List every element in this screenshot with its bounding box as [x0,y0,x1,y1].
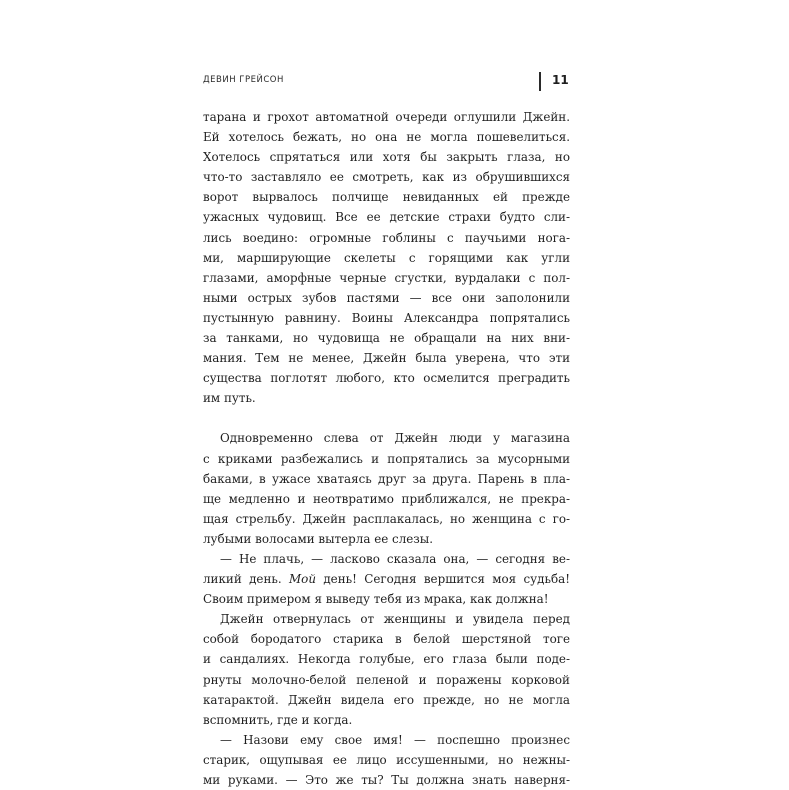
text-line: ужасных чудовищ. Все ее детские страхи будто сли- [203,210,570,225]
text-line: ще медленно и неотвратимо приближался, не прекра- [203,491,570,506]
text-line: ными острых зубов пастями — все они заполонили [203,290,570,305]
text-line: ворот вырвалось полчище невиданных ей прежде [203,190,570,205]
running-header [203,72,571,92]
text-line: — Не плачь, — ласково сказала она, — сегодня ве- [220,551,570,566]
text-line: за танками, но чудовища не обращали на них вни- [203,331,570,346]
text-line: мания. Тем не менее, Джейн была уверена, что эти [203,351,570,366]
text-line: старик, ощупывая ее лицо иссушенными, но нежны- [203,752,570,767]
text-line: тарана и грохот автоматной очереди оглушили Джейн. [203,110,570,124]
text-line: катарактой. Джейн видела его прежде, но не могла [203,692,570,707]
text-line: лись воедино: огромные гоблины с паучьими нога- [203,230,570,245]
paragraph [203,730,570,790]
text-line: Ей хотелось бежать, но она не могла пошевелиться. [203,130,570,145]
text-line: Джейн отвернулась от женщины и увидела перед [220,612,570,627]
text-line: что-то заставляло ее смотреть, как из обрушившихся [203,170,570,185]
body-text [203,107,570,790]
text-line: и сандалиях. Некогда голубые, его глаза были поде- [203,652,570,667]
page-number: 11 [552,73,569,87]
paragraph [203,428,570,549]
text-line: ми, марширующие скелеты с горящими как угли [203,250,570,265]
text-line: им путь. [203,391,256,406]
text-line: рнуты молочно-белой пеленой и поражены корковой [203,672,570,687]
paragraph [203,549,570,609]
text-line: баками, в ужасе хватаясь друг за друга. Парень в пла- [203,471,570,486]
text-line: ликий день. Мой день! Сегодня вершится моя судьба! [203,572,570,587]
text-line: Одновременно слева от Джейн люди у магазина [220,431,570,446]
header-author: ДЕВИН ГРЕЙСОН [203,75,284,85]
header-divider [539,72,541,91]
text-line: существа поглотят любого, кто осмелится преградить [203,371,570,386]
emphasis: Мой [289,572,316,587]
text-line: вспомнить, где и когда. [203,712,353,727]
paragraph [203,609,570,730]
text-line: Своим примером я выведу тебя из мрака, как должна! [203,592,549,607]
text-line: с криками разбежались и попрятались за мусорными [203,451,570,466]
text-line: щая стрельбу. Джейн расплакалась, но женщина с го- [203,511,570,526]
text-line: ми руками. — Это же ты? Ты должна знать наверня- [203,773,570,787]
paragraph [203,107,570,408]
text-line: — Назови ему свое имя! — поспешно произнес [220,732,570,747]
paragraph-gap [203,408,570,428]
text-line: глазами, аморфные черные сгустки, вурдалаки с пол- [203,270,570,285]
text-line: лубыми волосами вытерла ее слезы. [203,531,434,546]
text-line: Хотелось спрятаться или хотя бы закрыть глаза, но [203,150,570,165]
text-line: собой бородатого старика в белой шерстяной тоге [203,632,570,647]
text-line: пустынную равнину. Воины Александра попрятались [203,310,570,325]
